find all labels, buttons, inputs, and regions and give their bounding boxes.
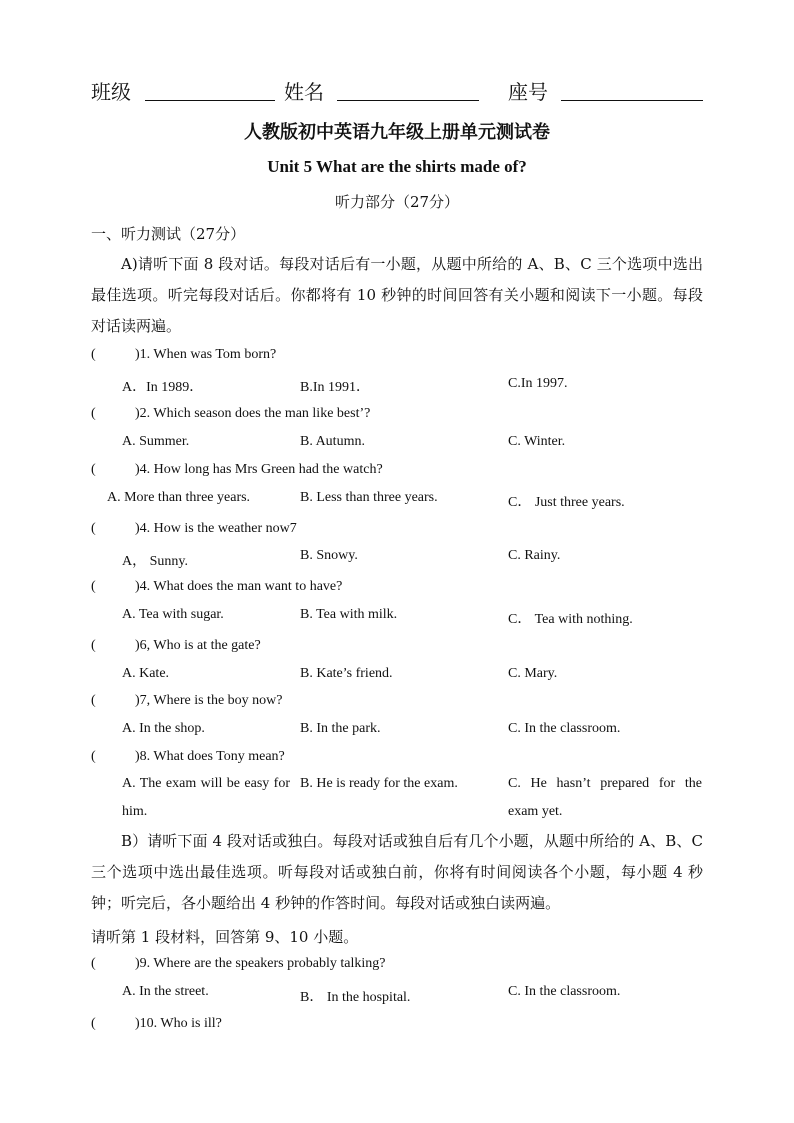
question-5 <box>91 579 342 595</box>
part-a-instructions-text: A)请听下面 8 段对话。每段对话后有一小题，从题中所给的 A、B、C 三个选项中选出最佳选项。听完每段对话后。你都将有 10 秒钟的时间回答有关小题和阅读下一小题。每段对话读两遍。 <box>91 255 703 335</box>
option-c: C． Just three years. <box>508 495 625 510</box>
question-text: )4. How long has Mrs Green had the watch? <box>135 462 383 477</box>
option-c: C． Tea with nothing. <box>508 612 633 627</box>
question-9 <box>91 956 385 972</box>
question-text: )8. What does Tony mean? <box>135 749 285 764</box>
answer-paren[interactable]: ( <box>91 638 96 653</box>
question-text: )10. Who is ill? <box>135 1016 222 1031</box>
option-b: B. Snowy. <box>300 548 358 563</box>
class-blank[interactable] <box>145 100 275 101</box>
option-b: B. Autumn. <box>300 434 365 449</box>
answer-paren[interactable]: ( <box>91 956 96 971</box>
option-a: A. In the shop. <box>122 721 205 736</box>
option-c: C. Winter. <box>508 434 566 449</box>
question-text: )4. What does the man want to have? <box>135 579 343 594</box>
part-b-instructions-text: B）请听下面 4 段对话或独白。每段对话或独自后有几个小题，从题中所给的 A、B、C 三个选项中选出最佳选项。听每段对话或独白前，你将有时间阅读各个小题，每小题 4 秒钟；听完后，各小题给出 4 秒钟的作答时间。每段对话或独白读两遍。 <box>91 832 703 912</box>
answer-paren[interactable]: ( <box>91 1016 96 1031</box>
answer-paren[interactable]: ( <box>91 521 96 536</box>
option-c: C. He hasn’t prepared for the exam yet. <box>508 776 702 819</box>
option-c: C. In the classroom. <box>508 984 621 999</box>
question-2 <box>91 406 370 422</box>
question-7 <box>91 693 282 709</box>
section-heading: 一、听力测试（27分） <box>91 225 246 243</box>
exam-title: 人教版初中英语九年级上册单元测试卷 <box>244 122 550 143</box>
unit-title: Unit 5 What are the shirts made of? <box>267 157 527 176</box>
question-text: )2. Which season does the man like best’? <box>135 406 371 421</box>
option-c: C. In the classroom. <box>508 721 621 736</box>
seat-label: 座号 <box>508 80 548 104</box>
question-text: )9. Where are the speakers probably talking? <box>135 956 386 971</box>
answer-paren[interactable]: ( <box>91 579 96 594</box>
option-c: C. Rainy. <box>508 548 561 563</box>
option-a: A．In 1989． <box>122 380 204 395</box>
option-b: B. Tea with milk. <box>300 607 398 622</box>
option-b: B. Less than three years. <box>300 490 438 505</box>
seat-blank[interactable] <box>561 100 703 101</box>
option-a: A. In the street. <box>122 984 209 999</box>
question-3 <box>91 462 383 478</box>
option-b: B. Kate’s friend. <box>300 666 393 681</box>
part-b-instructions <box>91 826 703 919</box>
question-10 <box>91 1016 222 1032</box>
question-text: )7, Where is the boy now? <box>135 693 283 708</box>
question-1 <box>91 347 276 363</box>
option-a: A. Summer. <box>122 434 190 449</box>
answer-paren[interactable]: ( <box>91 406 96 421</box>
option-c: C. Mary. <box>508 666 558 681</box>
option-b: B. He is ready for the exam. <box>300 776 458 791</box>
option-a: A. More than three years. <box>107 490 251 505</box>
question-6 <box>91 638 261 654</box>
option-a: A. Kate. <box>122 666 170 681</box>
name-label: 姓名 <box>284 80 324 104</box>
student-info-header <box>91 76 711 106</box>
material-1-heading: 请听第 1 段材料，回答第 9、10 小题。 <box>91 928 359 946</box>
answer-paren[interactable]: ( <box>91 347 96 362</box>
class-label: 班级 <box>91 80 131 104</box>
option-a: A. Tea with sugar. <box>122 607 224 622</box>
question-4 <box>91 521 297 537</box>
option-b: B.In 1991． <box>300 380 370 395</box>
option-b: B. In the park. <box>300 721 381 736</box>
option-c: C.In 1997. <box>508 376 568 391</box>
answer-paren[interactable]: ( <box>91 462 96 477</box>
answer-paren[interactable]: ( <box>91 749 96 764</box>
part-a-instructions <box>91 249 703 342</box>
answer-paren[interactable]: ( <box>91 693 96 708</box>
question-text: )6, Who is at the gate? <box>135 638 261 653</box>
option-a: A， Sunny. <box>122 554 188 569</box>
question-text: )1. When was Tom born? <box>135 347 277 362</box>
option-a: A. The exam will be easy for him. <box>122 776 290 819</box>
name-blank[interactable] <box>337 100 479 101</box>
option-b: B． In the hospital. <box>300 990 411 1005</box>
listening-part-heading: 听力部分（27分） <box>334 193 460 211</box>
question-text: )4. How is the weather now7 <box>135 521 297 536</box>
question-8 <box>91 749 285 765</box>
